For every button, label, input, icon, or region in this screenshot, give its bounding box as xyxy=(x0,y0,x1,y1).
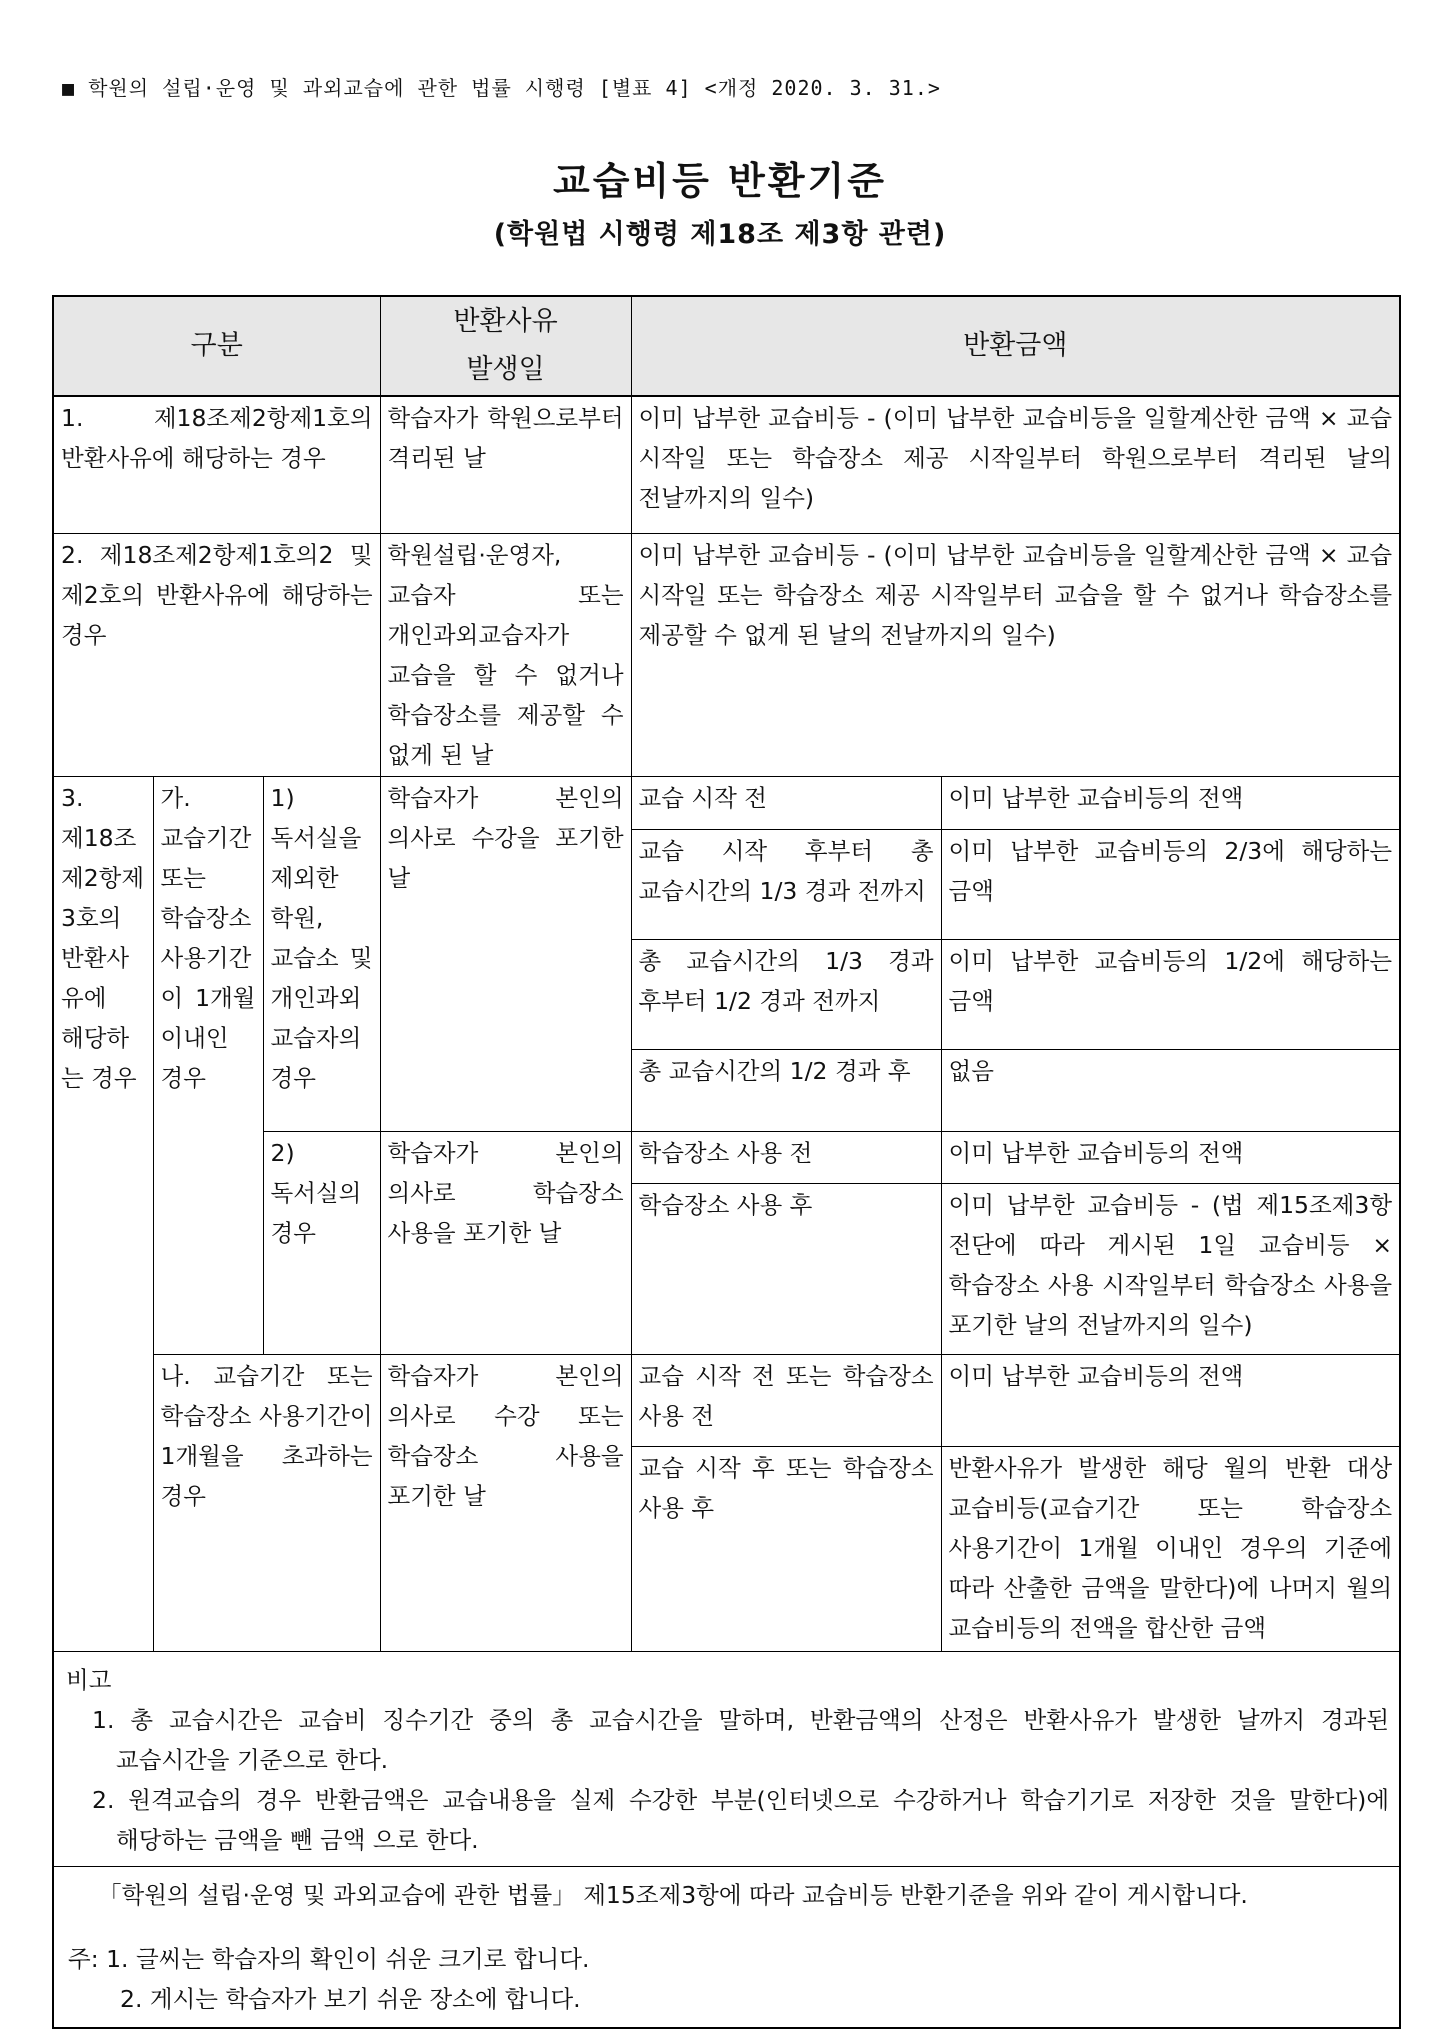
case1-period-cell: 교습 시작 후부터 총 교습시간의 1/3 경과 전까지 xyxy=(631,829,941,939)
sub-b-period-cell: 교습 시작 전 또는 학습장소 사용 전 xyxy=(631,1354,941,1446)
row2-category: 2. 제18조제2항제1호의2 및 제2호의 반환사유에 해당하는 경우 xyxy=(53,533,380,776)
table-row xyxy=(53,396,1400,533)
header-amount: 반환금액 xyxy=(631,296,1400,396)
note-item: 2. 원격교습의 경우 반환금액은 교습내용을 실제 수강한 부분(인터넷으로 수강하거나 학습기기로 저장한 것을 말한다)에 해당하는 금액을 뺀 금액 으로 한다. xyxy=(92,1785,1390,1854)
footer-note-1: 주: 1. 글씨는 학습자의 확인이 쉬운 크기로 합니다. xyxy=(68,1944,590,1973)
refund-standard-table xyxy=(52,295,1401,2029)
case1-amount-cell: 없음 xyxy=(941,1049,1400,1131)
law-reference-header: ■ 학원의 설립·운영 및 과외교습에 관한 법률 시행령 [별표 4] <개정 2020. 3. 31.> xyxy=(62,76,941,100)
row3-sub-b-date: 학습자가 본인의 의사로 수강 또는 학습장소 사용을 포기한 날 xyxy=(380,1354,631,1651)
note-item: 1. 총 교습시간은 교습비 징수기간 중의 총 교습시간을 말하며, 반환금액의 산정은 반환사유가 발생한 날까지 경과된 교습시간을 기준으로 한다. xyxy=(92,1705,1390,1774)
case1-period-cell: 교습 시작 전 xyxy=(631,776,941,829)
row3-case1-label: 1) 독서실을 제외한 학원, 교습소 및 개인과외교습자의 경우 xyxy=(263,776,380,1131)
case1-amount-cell: 이미 납부한 교습비등의 2/3에 해당하는 금액 xyxy=(941,829,1400,939)
sub-b-amount-cell: 이미 납부한 교습비등의 전액 xyxy=(941,1354,1400,1446)
case2-period-cell: 학습장소 사용 전 xyxy=(631,1131,941,1183)
row2-date: 학원설립·운영자, 교습자 또는 개인과외교습자가 교습을 할 수 없거나 학습장소를 제공할 수 없게 된 날 xyxy=(380,533,631,776)
row3-case2-label: 2) 독서실의 경우 xyxy=(263,1131,380,1354)
case2-amount-cell: 이미 납부한 교습비등의 전액 xyxy=(941,1131,1400,1183)
row1-date: 학습자가 학원으로부터 격리된 날 xyxy=(380,396,631,533)
case2-period-cell: 학습장소 사용 후 xyxy=(631,1183,941,1354)
notes-section xyxy=(53,1651,1400,1866)
row1-amount: 이미 납부한 교습비등 - (이미 납부한 교습비등을 일할계산한 금액 × 교습 시작일 또는 학습장소 제공 시작일부터 학원으로부터 격리된 날의 전날까지의 일수) xyxy=(631,396,1400,533)
table-row xyxy=(53,776,1400,829)
case1-period-cell: 총 교습시간의 1/3 경과 후부터 1/2 경과 전까지 xyxy=(631,939,941,1049)
footer-row xyxy=(53,1866,1400,2028)
footer-note-2: 2. 게시는 학습자가 보기 쉬운 장소에 합니다. xyxy=(120,1984,581,2013)
header-reason-date-line1: 반환사유 xyxy=(453,306,558,337)
row3-case1-date: 학습자가 본인의 의사로 수강을 포기한 날 xyxy=(380,776,631,1131)
table-row xyxy=(53,533,1400,776)
case1-amount-cell: 이미 납부한 교습비등의 전액 xyxy=(941,776,1400,829)
header-reason-date-line2: 발생일 xyxy=(466,354,545,385)
row3-sub-b-label: 나. 교습기간 또는 학습장소 사용기간이 1개월을 초과하는 경우 xyxy=(153,1354,380,1651)
row2-amount: 이미 납부한 교습비등 - (이미 납부한 교습비등을 일할계산한 금액 × 교습 시작일 또는 학습장소 제공 시작일부터 교습을 할 수 없거나 학습장소를 제공할 수 없게 된 날의 전날까지의 일수) xyxy=(631,533,1400,776)
case2-amount-cell: 이미 납부한 교습비등 - (법 제15조제3항 전단에 따라 게시된 1일 교습비등 × 학습장소 사용 시작일부터 학습장소 사용을 포기한 날의 전날까지의 일수) xyxy=(941,1183,1400,1354)
case1-period-cell: 총 교습시간의 1/2 경과 후 xyxy=(631,1049,941,1131)
row3-sub-a-label: 가. 교습기간 또는 학습장소 사용기간이 1개월 이내인 경우 xyxy=(153,776,263,1354)
page-title: 교습비등 반환기준 xyxy=(553,159,887,203)
sub-b-amount-cell: 반환사유가 발생한 해당 월의 반환 대상 교습비등(교습기간 또는 학습장소 사용기간이 1개월 이내인 경우의 기준에 따라 산출한 금액을 말한다)에 나머지 월의 교습비등의 전액을 합산한 금액 xyxy=(941,1446,1400,1651)
row3-case2-date: 학습자가 본인의 의사로 학습장소 사용을 포기한 날 xyxy=(380,1131,631,1354)
posting-announcement: 「학원의 설립·운영 및 과외교습에 관한 법률」 제15조제3항에 따라 교습비등 반환기준을 위와 같이 게시합니다. xyxy=(98,1880,1248,1909)
table-row xyxy=(53,1354,1400,1446)
row1-category: 1. 제18조제2항제1호의 반환사유에 해당하는 경우 xyxy=(53,396,380,533)
case1-amount-cell: 이미 납부한 교습비등의 1/2에 해당하는 금액 xyxy=(941,939,1400,1049)
table-header-row xyxy=(53,296,1400,396)
page-subtitle: (학원법 시행령 제18조 제3항 관련) xyxy=(493,219,947,250)
sub-b-period-cell: 교습 시작 후 또는 학습장소 사용 후 xyxy=(631,1446,941,1651)
header-reason-date xyxy=(380,296,631,396)
notes-row xyxy=(53,1651,1400,1866)
header-category: 구분 xyxy=(53,296,380,396)
notes-heading: 비고 xyxy=(66,1665,112,1694)
footer-section xyxy=(53,1866,1400,2028)
row3-category: 3. 제18조제2항제3호의 반환사유에 해당하는 경우 xyxy=(53,776,153,1651)
